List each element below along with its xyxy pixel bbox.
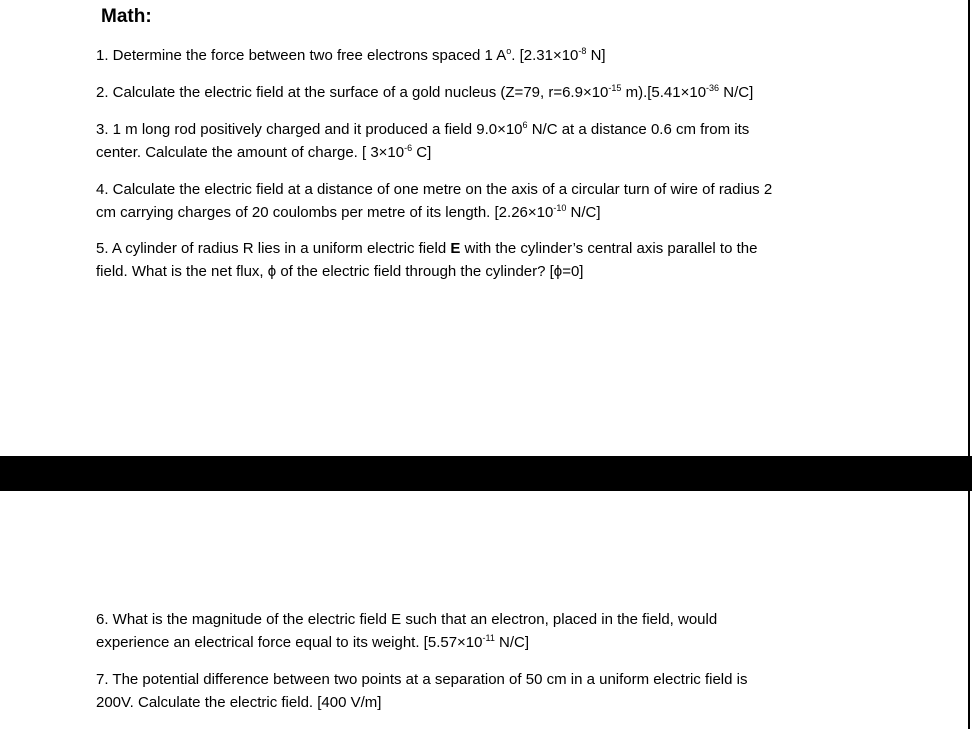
problem-5: 5. A cylinder of radius R lies in a uniform electric field E with the cylinder’s central axis parallel to the field. What is the net flux, ϕ of the electric field through the cylinder? [ϕ=0] (96, 240, 758, 280)
problem-4: 4. Calculate the electric field at a distance of one metre on the axis of a circular turn of wire of radius 2 cm carrying charges of 20 coulombs per metre of its length. [$2.26\times 10^{-10}$ N/C] (96, 181, 773, 221)
page-gap-bar (0, 456, 972, 491)
problem-2: 2. Calculate the electric field at the surface of a gold nucleus (Z=79, $r=6.9\times 10^{-15}$ $m).[5.41\times 10^{-36}$ N/C] (96, 83, 754, 101)
problem-6: 6. What is the magnitude of the electric field E such that an electron, placed in the field, would experience an electrical force equal to its weight. [$5.57\times 10^{-11}$ N/C] (96, 611, 718, 651)
page-heading: Math: (101, 6, 152, 27)
problem-1: 1. Determine the force between two free electrons spaced 1 $A^o$. [$2.31\times 10^{-8}$ N] (96, 46, 606, 64)
problem-3: 3. 1 m long rod positively charged and it produced a field $9.0\times 10^6$ N/C at a distance 0.6 cm from its center. Calculate the amount of charge. [ $3\times 10^{-6}$ C] (96, 120, 750, 161)
problem-7: 7. The potential difference between two points at a separation of 50 cm in a uniform electric field is 200V. Calculate the electric field. [400 V/m] (96, 671, 748, 711)
